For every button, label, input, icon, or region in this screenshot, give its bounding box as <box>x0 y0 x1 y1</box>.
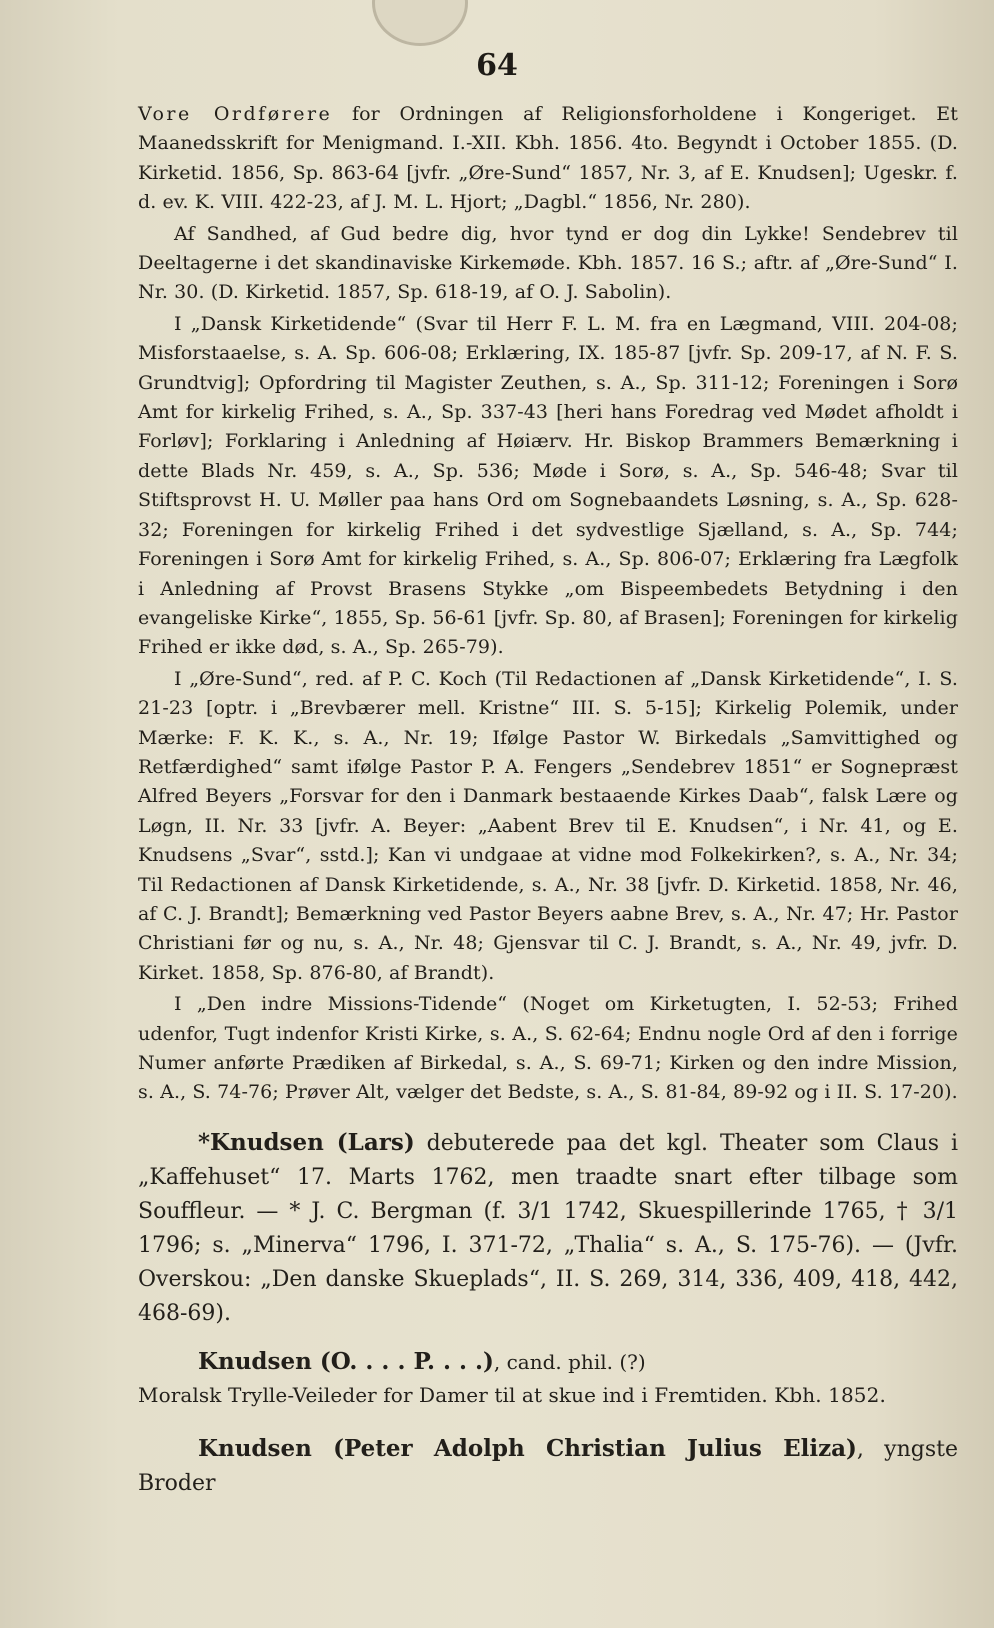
entry-heading: Knudsen (Peter Adolph Christian Julius Eliza) <box>198 1435 857 1463</box>
paragraph-ore-sund: I „Øre-Sund“, red. af P. C. Koch (Til Redactionen af „Dansk Kirketidende“, I. S. 21-23 [optr. i „Brevbærer mell. Kristne“ III. S. 5-15]; Kirkelig Polemik, under Mærke: F. K. K., s. A., Nr. 19; Ifølge Pastor W. Birkedals „Samvittighed og Retfærdighed“ samt ifølge Pastor P. A. Fengers „Sendebrev 1851“ er Sognepræst Alfred Beyers „Forsvar for den i Danmark bestaaende Kirkes Daab“, falsk Lære og Løgn, II. Nr. 33 [jvfr. A. Beyer: „Aabent Brev til E. Knudsen“, i Nr. 41, og E. Knudsens „Svar“, sstd.]; Kan vi undgaae at vidne mod Folkekirken?, s. A., Nr. 34; Til Redactionen af Dansk Kirketidende, s. A., Nr. 38 [jvfr. D. Kirketid. 1858, Nr. 46, af C. J. Brandt]; Bemærkning ved Pastor Beyers aabne Brev, s. A., Nr. 47; Hr. Pastor Christiani før og nu, s. A., Nr. 48; Gjensvar til C. J. Brandt, s. A., Nr. 49, jvfr. D. Kirket. 1858, Sp. 876-80, af Brandt). <box>138 667 958 984</box>
page-content <box>138 100 958 1501</box>
entry-text: , cand. phil. (?) <box>493 1349 646 1374</box>
paragraph-indre-mission: I „Den indre Missions-Tidende“ (Noget om Kirketugten, I. 52-53; Frihed udenfor, Tugt indenfor Kristi Kirke, s. A., S. 62-64; Endnu nogle Ord af den i forrige Numer anførte Prædiken af Birkedal, s. A., S. 69-71; Kirken og den indre Mission, s. A., S. 74-76; Prøver Alt, vælger det Bedste, s. A., S. 81-84, 89-92 og i II. S. 17-20). <box>138 993 958 1104</box>
entry-knudsen-op <box>138 1347 958 1377</box>
page-hole <box>372 0 468 46</box>
entry-text: , yngste Broder <box>138 1437 958 1497</box>
entry-text: debuterede paa det kgl. Theater som Claus i „Kaffehuset“ 17. Marts 1762, men traadte snart efter tilbage som Souffleur. — * J. C. Bergman (f. 3/1 1742, Skuespillerinde 1765, † 3/1 1796; s. „Minerva“ 1796, I. 371-72, „Thalia“ s. A., S. 175-76). — (Jvfr. Overskou: „Den danske Skueplads“, II. S. 269, 314, 336, 409, 418, 442, 468-69). <box>138 1130 959 1326</box>
page-number: 64 <box>476 48 518 83</box>
paragraph-dansk-kirketidende: I „Dansk Kirketidende“ (Svar til Herr F. L. M. fra en Lægmand, VIII. 204-08; Misforstaaelse, s. A. Sp. 606-08; Erklæring, IX. 185-87 [jvfr. Sp. 209-17, af N. F. S. Grundtvig]; Opfordring til Magister Zeuthen, s. A., Sp. 311-12; Foreningen i Sorø Amt for kirkelig Frihed, s. A., Sp. 337-43 [heri hans Foredrag ved Mødet afholdt i Forløv]; Forklaring i Anledning af Høiærv. Hr. Biskop Brammers Bemærkning i dette Blads Nr. 459, s. A., Sp. 536; Møde i Sorø, s. A., Sp. 546-48; Svar til Stiftsprovst H. U. Møller paa hans Ord om Sognebaandets Løsning, s. A., Sp. 628-32; Foreningen for kirkelig Frihed i det sydvestlige Sjælland, s. A., Sp. 744; Foreningen i Sorø Amt for kirkelig Frihed, s. A., Sp. 806-07; Erklæring fra Lægfolk i Anledning af Provst Brasens Stykke „om Bispeembedets Betydning i den evangeliske Kirke“, 1855, Sp. 56-61 [jvfr. Sp. 80, af Brasen]; Foreningen for kirkelig Frihed er ikke død, s. A., Sp. 265-79). <box>138 312 958 659</box>
paragraph-vore-ordforere <box>138 100 958 218</box>
entry-knudsen-lars <box>138 1126 958 1331</box>
paragraph-text: for Ordningen af Religionsforholdene i Kongeriget. Et Maanedsskrift for Menigmand. I.-XII. Kbh. 1856. 4to. Begyndt i October 1855. (D. Kirketid. 1856, Sp. 863-64 [jvfr. „Øre-Sund“ 1857, Nr. 3, af E. Knudsen]; Ugeskr. f. d. ev. K. VIII. 422-23, af J. M. L. Hjort; „Dagbl.“ 1856, Nr. 280). <box>138 103 958 214</box>
entry-heading: *Knudsen (Lars) <box>198 1128 415 1156</box>
entry-knudsen-peter <box>138 1432 958 1501</box>
entry-knudsen-op-work: Moralsk Trylle-Veileder for Damer til at skue ind i Fremtiden. Kbh. 1852. <box>138 1382 886 1407</box>
paragraph-sendebrev: Af Sandhed, af Gud bedre dig, hvor tynd er dog din Lykke! Sendebrev til Deeltagerne i det skandinaviske Kirkemøde. Kbh. 1857. 16 S.; aftr. af „Øre-Sund“ I. Nr. 30. (D. Kirketid. 1857, Sp. 618-19, af O. J. Sabolin). <box>138 222 958 304</box>
paragraph-lead: Vore Ordførere <box>138 103 333 125</box>
entry-heading: Knudsen (O. . . . P. . . .) <box>198 1347 494 1375</box>
